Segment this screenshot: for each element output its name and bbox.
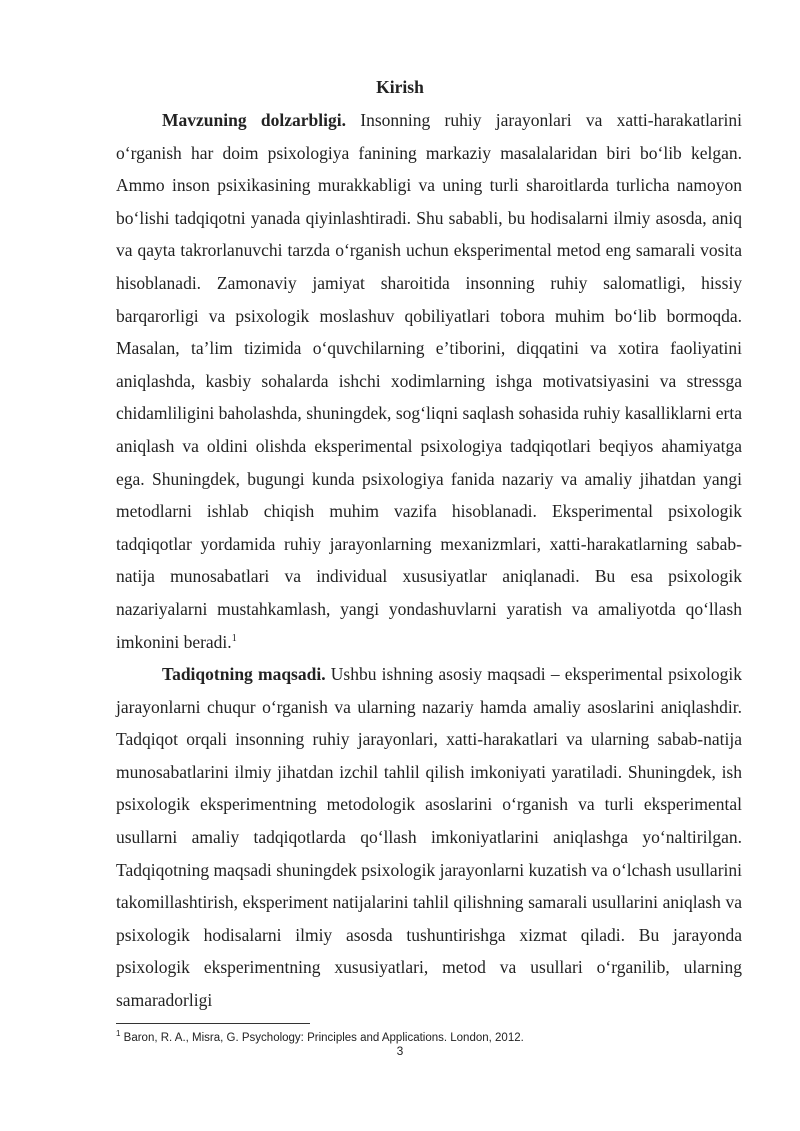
footnote-text: Baron, R. A., Misra, G. Psychology: Principles and Applications. London, 2012. bbox=[120, 1032, 524, 1044]
body-text bbox=[116, 104, 742, 1017]
paragraph-goal bbox=[116, 658, 742, 1017]
footnote-divider bbox=[116, 1023, 310, 1024]
footnote-number: 1 bbox=[116, 1029, 121, 1039]
footnote-reference[interactable]: 1 bbox=[231, 632, 237, 644]
paragraph-lead-relevance: Mavzuning dolzarbligi. bbox=[162, 110, 346, 130]
paragraph-lead-goal: Tadiqotning maqsadi. bbox=[162, 664, 326, 685]
section-title: Kirish bbox=[376, 77, 424, 97]
paragraph-text-relevance: Insonning ruhiy jarayonlari va xatti-harakatlarini oʻrganish har doim psixologiya fanining markaziy masalalaridan biri boʻlib kelgan. Ammo inson psixikasining murakkabligi va uning turli sharoitlarda turlicha namoyon boʻlishi tadqiqotni yanada qiyinlashtiradi. Shu sababli, bu hodisalarni ilmiy asosda, aniq va qayta takrorlanuvchi tarzda oʻrganish uchun eksperimental metod eng samarali vosita hisoblanadi. Zamonaviy jamiyat sharoitida insonning ruhiy salomatligi, hissiy barqarorligi va psixologik moslashuv qobiliyatlari tobora muhim boʻlib bormoqda. Masalan, taʼlim tizimida oʻquvchilarning eʼtiborini, diqqatini va xotira faoliyatini aniqlashda, kasbiy sohalarda ishchi xodimlarning ishga motivatsiyasini va stressga chidamliligini baholashda, shuningdek, sogʻliqni saqlash sohasida ruhiy kasalliklarni erta aniqlash va oldini olishda eksperimental psixologiya tadqiqotlari beqiyos ahamiyatga ega. Shuningdek, bugungi kunda psixologiya fanida nazariy va amaliy jihatdan yangi metodlarni ishlab chiqish muhim vazifa hisoblanadi. Eksperimental psixologik tadqiqotlar yordamida ruhiy jarayonlarning mexanizmlari, xatti-harakatlarning sabab-natija munosabatlari va individual xususiyatlar aniqlanadi. Bu esa psixologik nazariyalarni mustahkamlash, yangi yondashuvlarni yaratish va amaliyotda qoʻllash imkonini beradi. bbox=[116, 110, 743, 652]
paragraph-relevance bbox=[116, 104, 742, 658]
page-number: 3 bbox=[396, 1044, 404, 1058]
paragraph-text-goal: Ushbu ishning asosiy maqsadi – eksperimental psixologik jarayonlarni chuqur oʻrganish va ularning nazariy hamda amaliy asoslarini aniqlashdir. Tadqiqot orqali insonning ruhiy jarayonlari, xatti-harakatlari va ularning sabab-natija munosabatlarini ilmiy jihatdan izchil tahlil qilish imkoniyati yaratiladi. Shuningdek, ish psixologik eksperimentning metodologik asoslarini oʻrganish va turli eksperimental usullarni amaliy tadqiqotlarda qoʻllash imkoniyatlarini aniqlashga yoʻnaltirilgan. Tadqiqotning maqsadi shuningdek psixologik jarayonlarni kuzatish va oʻlchash usullarini takomillashtirish, eksperiment natijalarini tahlil qilishning samarali usullarini aniqlash va psixologik hodisalarni ilmiy asosda tushuntirishga xizmat qiladi. Bu jarayonda psixologik eksperimentning xususiyatlari, metod va usullari oʻrganilib, ularning samaradorligi bbox=[116, 664, 742, 1011]
